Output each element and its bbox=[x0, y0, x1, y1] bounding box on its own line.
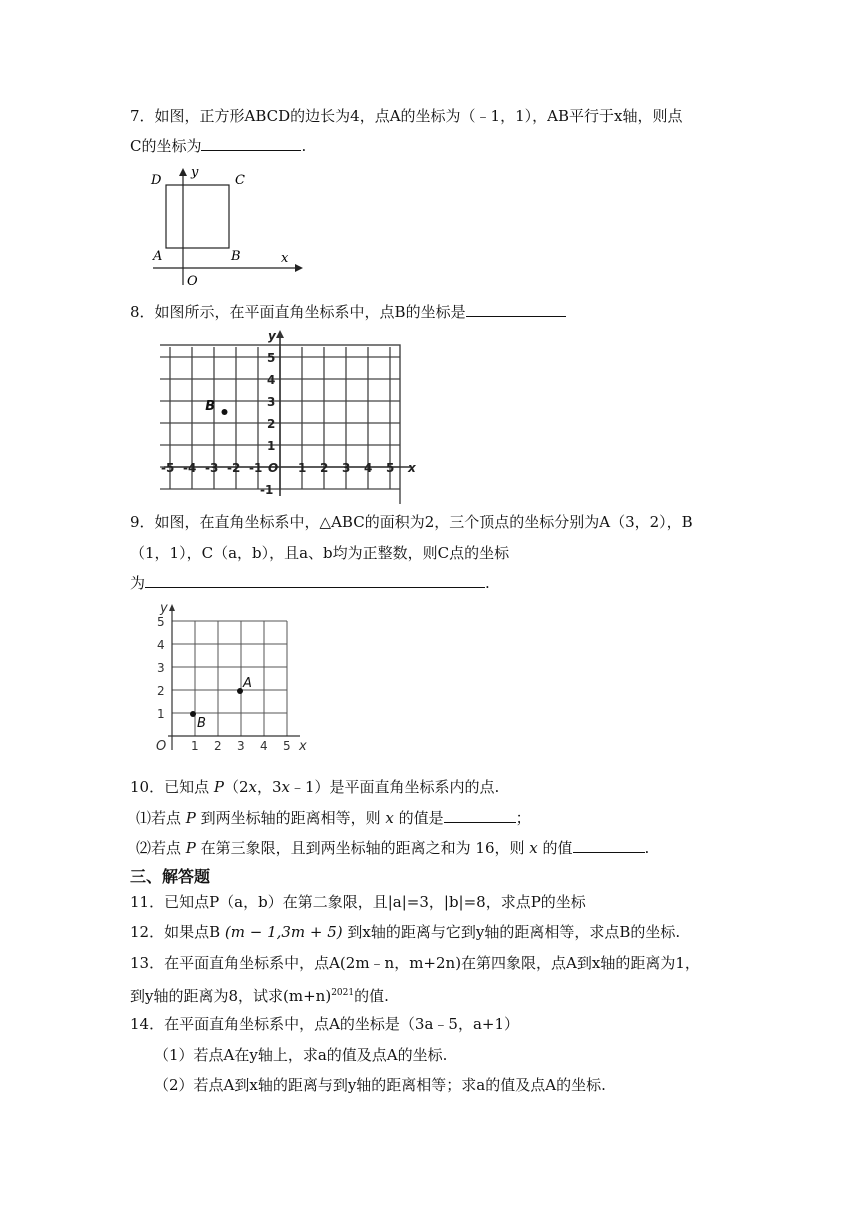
q7-label-o: O bbox=[187, 274, 198, 289]
q7-line2-text: C的坐标为 bbox=[130, 137, 202, 155]
section-heading: 三、解答题 bbox=[130, 867, 211, 886]
q7-figure bbox=[145, 160, 310, 295]
q14-line1: 14．在平面直角坐标系中，点A的坐标是（3a﹣5，a+1） bbox=[130, 1015, 520, 1033]
q8-y-tick-label: 4 bbox=[267, 373, 276, 387]
q7-square bbox=[166, 185, 229, 248]
q7-y-arrow bbox=[179, 168, 187, 176]
q12-math: (m − 1,3m + 5) bbox=[224, 923, 343, 941]
q10-sub2-P: P bbox=[185, 839, 196, 857]
q10-sub2-x: x bbox=[529, 839, 538, 857]
q8-y-arrow bbox=[276, 330, 284, 338]
q9-line1: 9．如图，在直角坐标系中，△ABC的面积为2，三个顶点的坐标分别为A（3，2），B bbox=[130, 513, 693, 531]
q8-y-tick-label: 5 bbox=[267, 351, 276, 365]
q10-text-c: ﹣1）是平面直角坐标系内的点. bbox=[289, 778, 500, 796]
q10-sub1-P: P bbox=[185, 809, 196, 827]
q10-sub1-answer-blank[interactable] bbox=[444, 808, 516, 823]
q9-point-b-label: B bbox=[197, 716, 206, 731]
q12-line bbox=[130, 922, 680, 942]
q10-text-a: （2 bbox=[223, 778, 249, 796]
q9-x-tick-label: 4 bbox=[260, 739, 268, 753]
q9-x-axis-label: x bbox=[299, 739, 307, 754]
q9-point-b bbox=[190, 711, 196, 717]
q8-y-tick-label: 1 bbox=[267, 439, 276, 453]
q9-origin-label: O bbox=[156, 739, 167, 754]
q7-label-x: x bbox=[281, 251, 289, 266]
q9-y-tick-label: 4 bbox=[157, 638, 165, 652]
q10-x2: x bbox=[281, 778, 290, 796]
q8-answer-blank[interactable] bbox=[466, 302, 566, 317]
q10-sub1 bbox=[136, 808, 531, 828]
q7-line1: 7．如图，正方形ABCD的边长为4，点A的坐标为（﹣1，1），AB平行于x轴，则点 bbox=[130, 107, 683, 125]
q9-x-tick-label: 2 bbox=[214, 739, 222, 753]
q13-line2-post: 的值. bbox=[354, 987, 389, 1005]
q13-exponent: 2021 bbox=[331, 988, 355, 998]
q8-x-tick-label: 1 bbox=[298, 461, 307, 475]
q8-x-axis-label: x bbox=[408, 461, 416, 475]
q9-line2: （1，1），C（a，b），且a、b均为正整数，则C点的坐标 bbox=[130, 544, 510, 562]
q7-answer-blank[interactable] bbox=[201, 136, 301, 151]
q8-x-tick-label: -5 bbox=[161, 461, 175, 475]
q9-x-tick-label: 1 bbox=[191, 739, 199, 753]
q8-x-tick-label: -1 bbox=[249, 461, 263, 475]
q9-y-tick-label: 2 bbox=[157, 684, 165, 698]
q8-line1 bbox=[130, 302, 566, 322]
q8-x-tick-label: 4 bbox=[364, 461, 373, 475]
q10-sub1-pre: ⑴若点 bbox=[136, 809, 186, 827]
q10-sub2 bbox=[136, 838, 649, 858]
q9-labels bbox=[156, 601, 307, 754]
q14-sub2: （2）若点A到x轴的距离与到y轴的距离相等；求a的值及点A的坐标. bbox=[154, 1076, 606, 1094]
q12-post: 到x轴的距离与它到y轴的距离相等，求点B的坐标. bbox=[342, 923, 681, 941]
q13-line2-pre: 到y轴的距离为8，试求(m+n) bbox=[130, 987, 332, 1005]
q7-line2 bbox=[130, 136, 306, 156]
q8-x-tick-label: -3 bbox=[205, 461, 219, 475]
q10-sub2-answer-blank[interactable] bbox=[573, 838, 645, 853]
q9-line3-end: . bbox=[485, 574, 490, 592]
q8-y-tick-label: 2 bbox=[267, 417, 276, 431]
q9-grid bbox=[172, 621, 287, 736]
q10-line1 bbox=[130, 777, 499, 797]
q8-labels bbox=[161, 329, 417, 497]
q7-x-arrow bbox=[295, 264, 303, 272]
q13-line1: 13．在平面直角坐标系中，点A(2m﹣n，m+2n)在第四象限，点A到x轴的距离为1， bbox=[130, 954, 700, 972]
q9-y-arrow bbox=[169, 604, 175, 611]
q7-label-d: D bbox=[151, 173, 162, 188]
q8-y-tick-label: 3 bbox=[267, 395, 276, 409]
q10-x1: x bbox=[248, 778, 257, 796]
q7-label-y: y bbox=[191, 165, 199, 180]
q9-figure bbox=[150, 600, 310, 756]
q10-sub2-post: 的值 bbox=[537, 839, 573, 857]
q10-sub2-pre: ⑵若点 bbox=[136, 839, 186, 857]
q10-num: 10．已知点 bbox=[130, 778, 214, 796]
q8-point-b bbox=[222, 409, 228, 415]
q7-line2-end: . bbox=[301, 137, 307, 155]
q9-y-axis-label: y bbox=[160, 601, 168, 616]
q10-P: P bbox=[213, 778, 224, 796]
q9-y-tick-label: 1 bbox=[157, 707, 165, 721]
q9-answer-blank[interactable] bbox=[145, 573, 485, 588]
q8-figure bbox=[160, 326, 420, 504]
q7-label-c: C bbox=[235, 173, 245, 188]
q11-line: 11．已知点P（a，b）在第二象限，且|a|=3，|b|=8，求点P的坐标 bbox=[130, 893, 586, 911]
q8-x-tick-label: -4 bbox=[183, 461, 197, 475]
q8-text: 8．如图所示，在平面直角坐标系中，点B的坐标是 bbox=[130, 303, 466, 321]
q9-y-tick-label: 3 bbox=[157, 661, 165, 675]
q9-x-tick-label: 3 bbox=[237, 739, 245, 753]
q8-point-b-label: B bbox=[205, 399, 216, 414]
q9-y-tick-label: 5 bbox=[157, 615, 165, 629]
q8-origin-label: O bbox=[268, 461, 279, 475]
q10-text-b: ，3 bbox=[256, 778, 282, 796]
q8-x-tick-label: 2 bbox=[320, 461, 329, 475]
q10-sub2-end: . bbox=[644, 839, 650, 857]
q10-sub1-end: ； bbox=[515, 809, 531, 827]
q8-x-tick-label: 5 bbox=[386, 461, 395, 475]
q8-x-tick-label: 3 bbox=[342, 461, 351, 475]
q9-line3 bbox=[130, 573, 490, 593]
q9-x-tick-label: 5 bbox=[283, 739, 291, 753]
q12-pre: 12．如果点B bbox=[130, 923, 225, 941]
q14-sub1: （1）若点A在y轴上，求a的值及点A的坐标. bbox=[154, 1046, 448, 1064]
q8-y-axis-label: y bbox=[268, 329, 276, 343]
q8-y-tick-label: -1 bbox=[260, 483, 274, 497]
q10-sub2-mid: 在第三象限，且到两坐标轴的距离之和为 16，则 bbox=[195, 839, 530, 857]
q7-label-a: A bbox=[153, 249, 163, 264]
q10-sub1-mid: 到两坐标轴的距离相等，则 bbox=[195, 809, 386, 827]
q10-sub1-post: 的值是 bbox=[393, 809, 444, 827]
q13-line2 bbox=[130, 983, 389, 1006]
q10-sub1-x: x bbox=[385, 809, 394, 827]
q7-label-b: B bbox=[231, 249, 241, 264]
q9-line3-text: 为 bbox=[130, 574, 146, 592]
q8-x-tick-label: -2 bbox=[227, 461, 241, 475]
q9-point-a-label: A bbox=[243, 676, 252, 691]
